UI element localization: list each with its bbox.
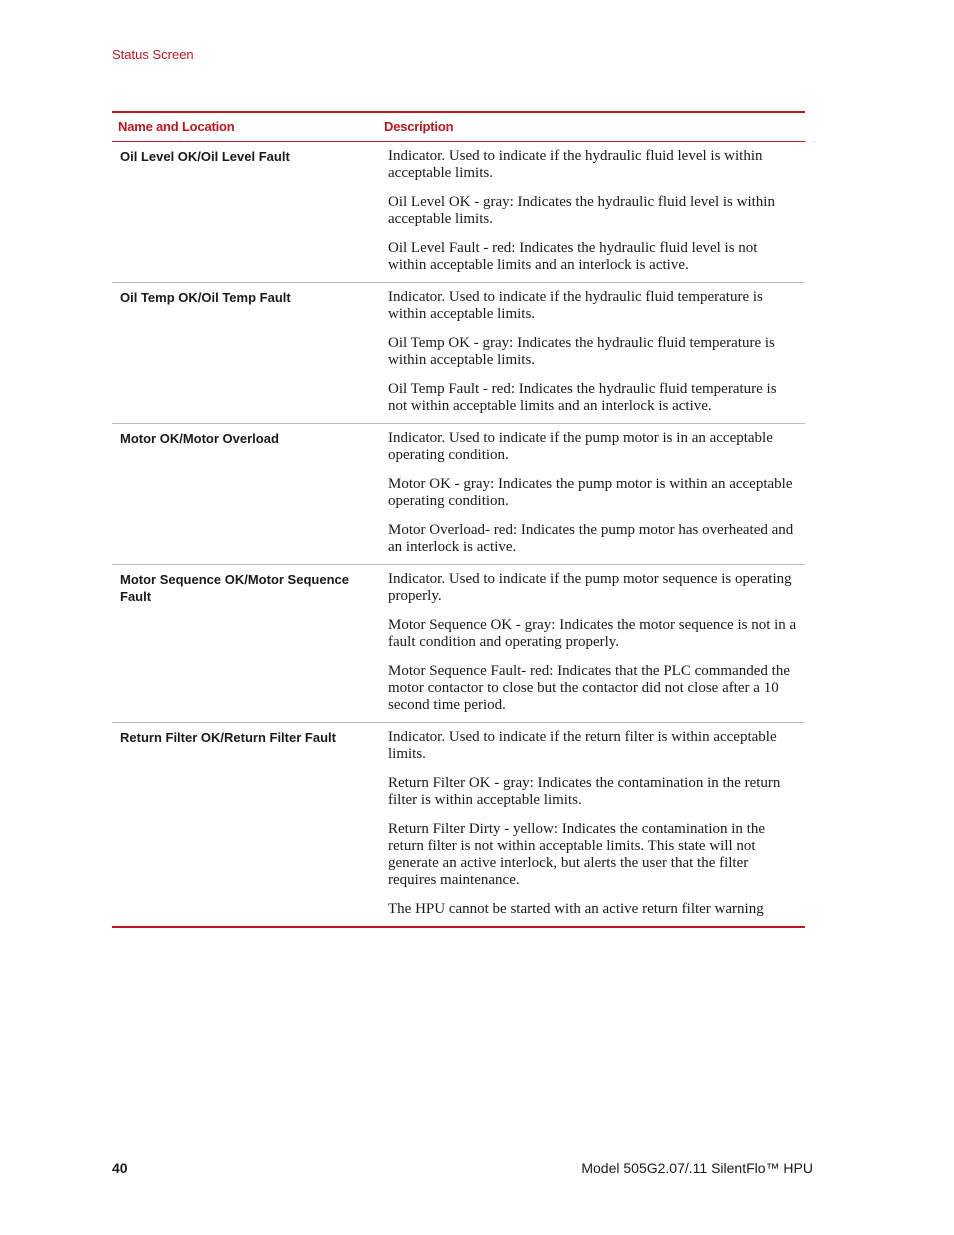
document-model-title: Model 505G2.07/.11 SilentFlo™ HPU bbox=[581, 1160, 813, 1176]
description-paragraph: Indicator. Used to indicate if the pump motor sequence is operating properly. bbox=[388, 571, 792, 604]
table-row bbox=[112, 142, 805, 283]
row-description bbox=[378, 142, 805, 283]
row-description bbox=[378, 283, 805, 424]
description-paragraph: Return Filter Dirty - yellow: Indicates the contamination in the return filter is not within acceptable limits. This state will not generate an active interlock, but alerts the user that the filter requires maintenance. bbox=[388, 821, 765, 888]
column-header-description: Description bbox=[384, 119, 454, 134]
description-paragraph: Motor Sequence Fault- red: Indicates that the PLC commanded the motor contactor to close but the contactor did not close after a 10 second time period. bbox=[388, 663, 790, 713]
indicator-table bbox=[112, 111, 805, 928]
section-title: Status Screen bbox=[112, 47, 194, 62]
description-paragraph: Motor OK - gray: Indicates the pump motor is within an acceptable operating condition. bbox=[388, 476, 793, 509]
row-description bbox=[378, 723, 805, 928]
row-name: Oil Level OK/Oil Level Fault bbox=[120, 149, 290, 164]
page-number: 40 bbox=[112, 1160, 128, 1176]
description-paragraph: Motor Overload- red: Indicates the pump motor has overheated and an interlock is active. bbox=[388, 522, 794, 555]
description-paragraph: Return Filter OK - gray: Indicates the contamination in the return filter is within acceptable limits. bbox=[388, 775, 781, 808]
description-paragraph: Oil Temp Fault - red: Indicates the hydraulic fluid temperature is not within acceptable limits and an interlock is active. bbox=[388, 381, 777, 414]
table-row bbox=[112, 283, 805, 424]
row-description bbox=[378, 565, 805, 723]
row-name: Oil Temp OK/Oil Temp Fault bbox=[120, 290, 291, 305]
table-row bbox=[112, 565, 805, 723]
description-paragraph: The HPU cannot be started with an active return filter warning bbox=[388, 901, 764, 917]
row-name: Return Filter OK/Return Filter Fault bbox=[120, 730, 336, 745]
description-paragraph: Oil Level Fault - red: Indicates the hydraulic fluid level is not within acceptable limits and an interlock is active. bbox=[388, 240, 758, 273]
description-paragraph: Indicator. Used to indicate if the pump motor is in an acceptable operating condition. bbox=[388, 430, 773, 463]
row-name: Motor OK/Motor Overload bbox=[120, 431, 279, 446]
table-row bbox=[112, 723, 805, 928]
row-description bbox=[378, 424, 805, 565]
table-row bbox=[112, 424, 805, 565]
description-paragraph: Indicator. Used to indicate if the return filter is within acceptable limits. bbox=[388, 729, 777, 762]
description-paragraph: Motor Sequence OK - gray: Indicates the motor sequence is not in a fault condition and operating properly. bbox=[388, 617, 797, 650]
row-name: Motor Sequence OK/Motor Sequence Fault bbox=[120, 572, 349, 604]
description-paragraph: Oil Level OK - gray: Indicates the hydraulic fluid level is within acceptable limits. bbox=[388, 194, 775, 227]
description-paragraph: Oil Temp OK - gray: Indicates the hydraulic fluid temperature is within acceptable limits. bbox=[388, 335, 775, 368]
table-header-row bbox=[112, 112, 805, 142]
description-paragraph: Indicator. Used to indicate if the hydraulic fluid level is within acceptable limits. bbox=[388, 148, 763, 181]
column-header-name: Name and Location bbox=[118, 119, 235, 134]
description-paragraph: Indicator. Used to indicate if the hydraulic fluid temperature is within acceptable limits. bbox=[388, 289, 763, 322]
